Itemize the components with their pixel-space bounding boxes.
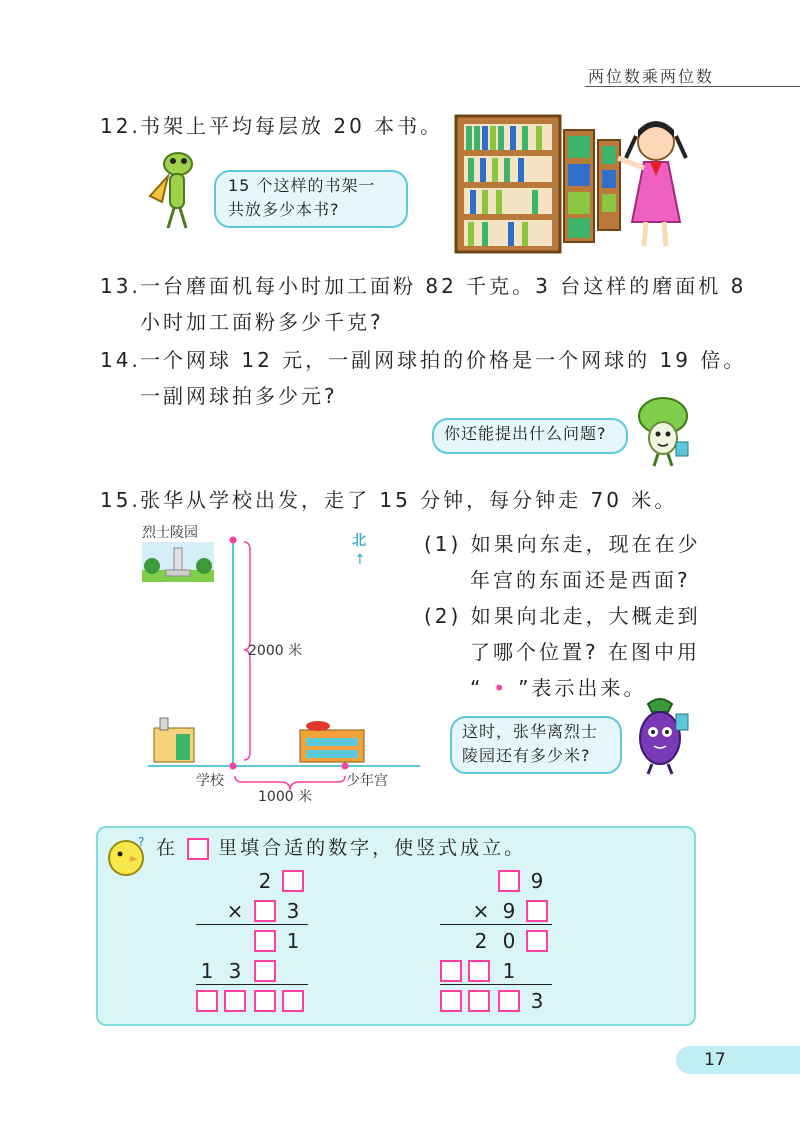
- left-blank-box[interactable]: [224, 990, 246, 1012]
- q15-number: 15.: [100, 488, 141, 512]
- left-digit: 3: [286, 899, 300, 923]
- q13-line: 一台磨面机每小时加工面粉 82 千克。3 台这样的磨面机 8: [140, 274, 747, 298]
- q12-text: 书架上平均每层放 20 本书。: [140, 114, 444, 138]
- left-rule: [196, 984, 308, 985]
- q15-sub1-line: 年宫的东面还是西面?: [470, 568, 691, 592]
- times-sign: ×: [226, 899, 244, 923]
- north-label: 北: [352, 533, 366, 549]
- q14-speech-bubble: 你还能提出什么问题?: [432, 418, 628, 454]
- right-blank-box[interactable]: [526, 900, 548, 922]
- left-digit: 1: [286, 929, 300, 953]
- puzzle-instruction: [156, 832, 526, 864]
- map-label-park: 烈士陵园: [142, 525, 198, 541]
- q12-number: 12.: [100, 114, 141, 138]
- q13-line: 小时加工面粉多少千克?: [140, 310, 384, 334]
- right-blank-box[interactable]: [440, 990, 462, 1012]
- right-digit: 9: [502, 899, 516, 923]
- left-digit: 3: [228, 959, 242, 983]
- map-label-vertical-distance: 2000 米: [248, 643, 303, 659]
- q15-sub2-line: 了哪个位置? 在图中用: [470, 640, 700, 664]
- right-blank-box[interactable]: [440, 960, 462, 982]
- page-number-tab: [676, 1046, 800, 1074]
- chick-mascot-icon: [104, 834, 150, 878]
- q15-speech-bubble: [450, 716, 622, 774]
- q15-sub2-line: (2) 如果向北走，大概走到: [424, 604, 701, 628]
- example-blank-box: [187, 838, 209, 860]
- map-label-palace: 少年宫: [346, 773, 388, 789]
- pink-dot-symbol: •: [493, 676, 509, 700]
- girl-image: [614, 112, 694, 252]
- right-digit: 0: [502, 929, 516, 953]
- instruction-pre: 在: [156, 837, 179, 859]
- left-blank-box[interactable]: [282, 870, 304, 892]
- header-rule: [585, 86, 800, 87]
- open-quote: “: [470, 676, 484, 700]
- right-blank-box[interactable]: [526, 930, 548, 952]
- left-multiplication: [190, 864, 320, 1014]
- instruction-post: 里填合适的数字，使竖式成立。: [218, 837, 527, 859]
- right-blank-box[interactable]: [468, 960, 490, 982]
- q15-text: 张华从学校出发，走了 15 分钟，每分钟走 70 米。: [140, 488, 678, 512]
- bookshelf-image: [452, 112, 632, 256]
- right-digit: 2: [474, 929, 488, 953]
- times-sign: ×: [472, 899, 490, 923]
- north-arrow-icon: ↑: [354, 552, 366, 568]
- cabbage-mascot-icon: [630, 394, 696, 468]
- q13-number: 13.: [100, 274, 141, 298]
- q15-bubble-line: 这时，张华离烈士: [462, 722, 599, 741]
- map-label-school: 学校: [196, 773, 224, 789]
- right-multiplication: [434, 864, 564, 1014]
- right-blank-box[interactable]: [498, 990, 520, 1012]
- right-digit: 1: [502, 959, 516, 983]
- svg-text:?: ?: [138, 835, 145, 849]
- chapter-title: 两位数乘两位数: [587, 67, 714, 86]
- q12-bubble-line: 共放多少本书?: [228, 200, 340, 219]
- left-digit: 1: [200, 959, 214, 983]
- left-blank-box[interactable]: [254, 930, 276, 952]
- q12-bubble-line: 15 个这样的书架一: [228, 176, 376, 195]
- right-blank-box[interactable]: [498, 870, 520, 892]
- left-blank-box[interactable]: [196, 990, 218, 1012]
- right-rule: [440, 984, 552, 985]
- q14-line: 一个网球 12 元，一副网球拍的价格是一个网球的 19 倍。: [140, 348, 747, 372]
- right-digit: 3: [530, 989, 544, 1013]
- q12-speech-bubble: [214, 170, 408, 228]
- left-blank-box[interactable]: [254, 990, 276, 1012]
- left-digit: 2: [258, 869, 272, 893]
- left-blank-box[interactable]: [254, 960, 276, 982]
- left-blank-box[interactable]: [282, 990, 304, 1012]
- right-blank-box[interactable]: [468, 990, 490, 1012]
- q15-bubble-line: 陵园还有多少米?: [462, 746, 591, 765]
- map-label-horizontal-distance: 1000 米: [258, 789, 313, 805]
- q15-sub1-line: (1) 如果向东走，现在在少: [424, 532, 701, 556]
- close-quote-text: ”表示出来。: [518, 676, 647, 700]
- grasshopper-icon: [138, 146, 208, 232]
- right-digit: 9: [530, 869, 544, 893]
- eggplant-mascot-icon: [622, 694, 696, 776]
- q14-line: 一副网球拍多少元?: [140, 384, 338, 408]
- left-rule: [196, 924, 308, 925]
- page-number: 17: [704, 1050, 726, 1070]
- q14-number: 14.: [100, 348, 141, 372]
- left-blank-box[interactable]: [254, 900, 276, 922]
- route-map: [140, 530, 430, 800]
- right-rule: [440, 924, 552, 925]
- q15-sub2-line: [470, 670, 647, 706]
